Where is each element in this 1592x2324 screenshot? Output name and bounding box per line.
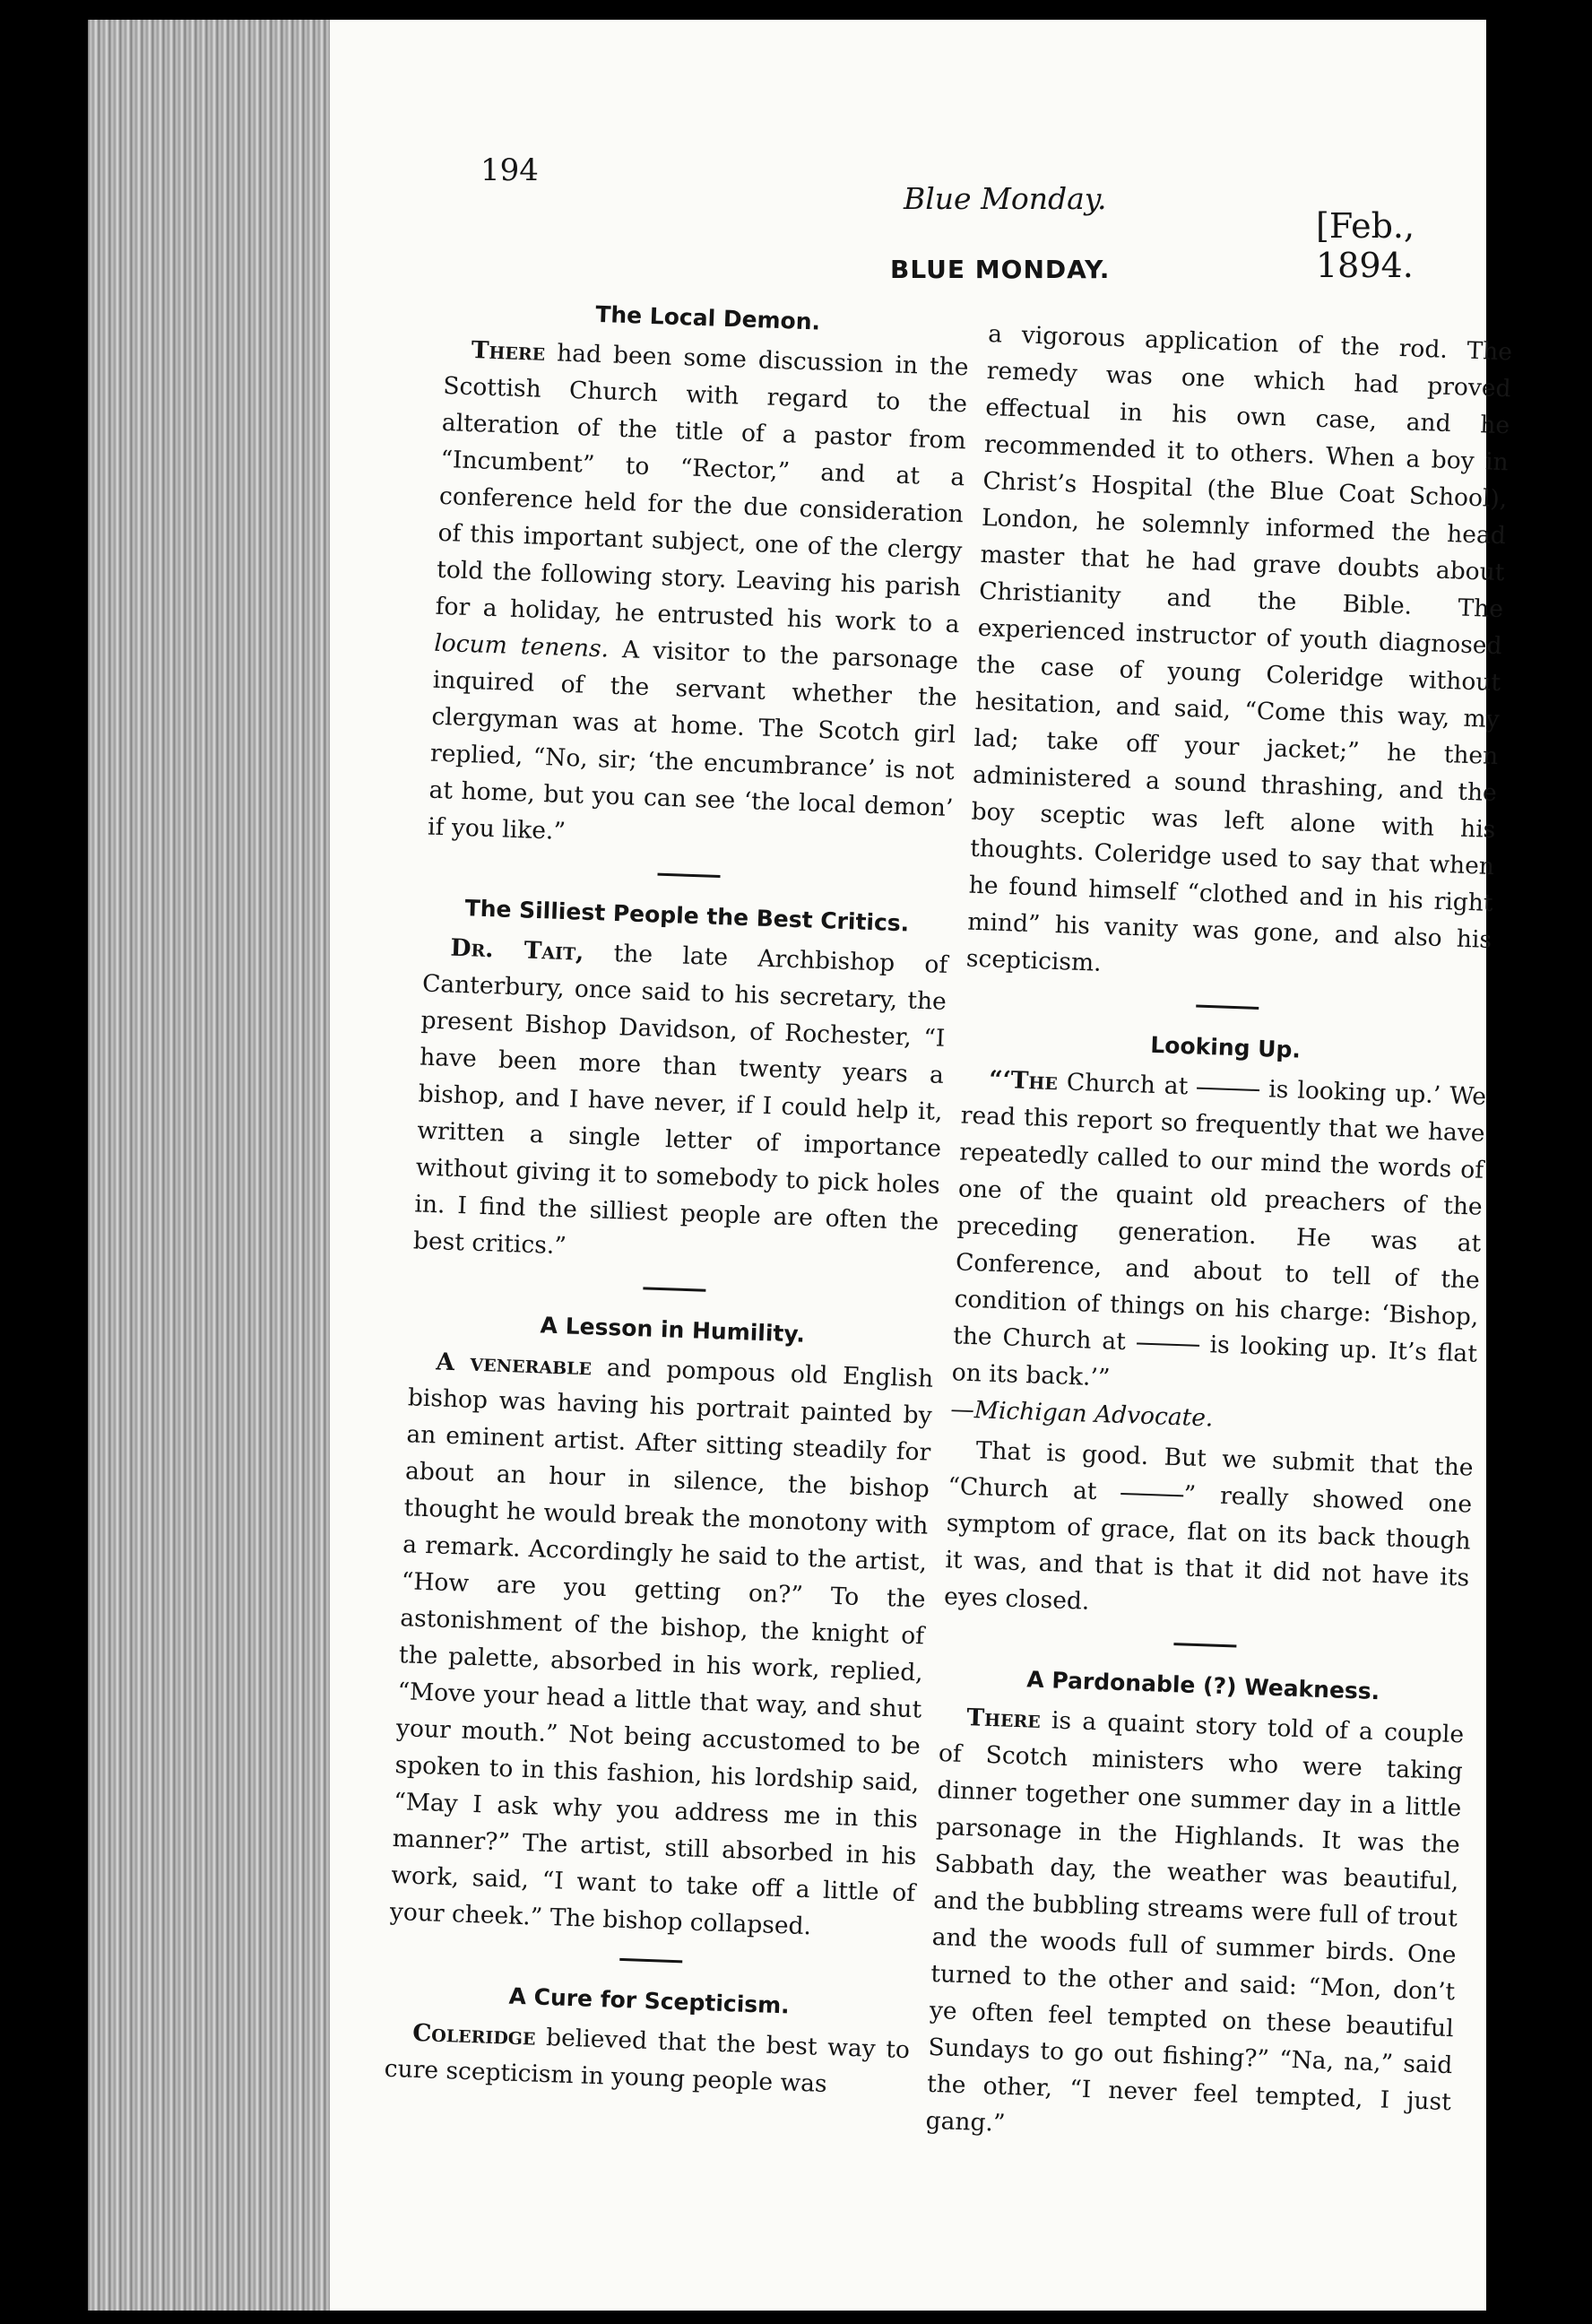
body-text: and pompous old English bishop was having his portrait painted by an eminent artist. After sitting steadily for about an hour in silence, the bishop thought he would break the monotony with a remark. Accordingly he said to the artist, “How are you getting on?” To the astonishment of the bishop, the knight of the palette, absorbed in his work, replied, “Move your head a little that way, and shut your mouth.” Not being accustomed to be spoken to in this fashion, his lordship said, “May I ask why you address me in this manner?” The artist, still absorbed in his work, said, “I want to take off a little of your cheek.” The bishop collapsed.: [389, 1353, 934, 1941]
lead-word: “‘The: [988, 1065, 1059, 1097]
article-body: [925, 1698, 1465, 2157]
article-body: [412, 929, 948, 1278]
italic-phrase: locum tenens.: [433, 629, 610, 663]
article-body: [943, 1431, 1474, 1633]
article-title: A Pardonable (?) Weakness.: [1025, 1666, 1380, 1705]
lead-word: A venerable: [435, 1348, 593, 1382]
page-edge-shadow: [88, 20, 330, 2311]
body-text: That is good. But we submit that the “Church at: [947, 1436, 1475, 1506]
divider: [1196, 1005, 1259, 1010]
article-title: The Local Demon.: [594, 300, 821, 335]
article-title: The Silliest People the Best Critics.: [464, 895, 910, 937]
article-pardonable-weakness: [925, 1661, 1466, 2157]
magazine-page: [330, 20, 1513, 2311]
divider: [643, 1287, 705, 1291]
article-local-demon: [428, 293, 971, 863]
article-body: [389, 1342, 934, 1948]
left-column: [384, 293, 971, 2105]
article-title: Looking Up.: [1149, 1031, 1302, 1063]
section-title: BLUE MONDAY.: [890, 255, 1111, 284]
article-looking-up: [943, 1023, 1488, 1634]
lead-word: Coleridge: [411, 2018, 537, 2051]
article-continuation: a vigorous application of the rod. The remedy was one which had proved effectual in his own case, and he recommended it to others. When a boy in Christ’s Hospital (the Blue Coat School), London, he solemnly informed the head master that he had grave doubts about Christianity and the Bible. The experienced instructor of youth diagnosed the case of young Coleridge without hesitation, and said, “Come this way, my lad; take off your jacket;” he then administered a sound thrashing, and the boy sceptic was left alone with his thoughts. Coleridge used to say that when he found himself “clothed and in his right mind” his vanity was gone, and also his scepticism.: [965, 319, 1513, 977]
body-text: is a quaint story told of a couple of Scotch ministers who were taking dinner together one summer day in a little parsonage in the Highlands. It was the Sabbath day, the weather was beautiful, and the bubbling streams were full of trout and the woods full of summer birds. One turned to the other and said: “Mon, don’t ye often feel tempted on these beautiful Sundays to go out fishing?” “Na, na,” said the other, “I never feel tempted, I just gang.”: [925, 1705, 1465, 2138]
right-column: [925, 316, 1513, 2157]
article-title: A Cure for Scepticism.: [508, 1982, 791, 2019]
attribution: —Michigan Advocate.: [949, 1395, 1214, 1433]
blank-dash: [1120, 1493, 1183, 1496]
body-text: A visitor to the parsonage inquired of the servant whether the clergyman was at home. The Scotch girl replied, “No, sir; ‘the encumbrance’ is not at home, but you can see ‘the local demon’ if you like.”: [427, 635, 959, 845]
article-title: A Lesson in Humility.: [540, 1312, 806, 1348]
article-body: [950, 1060, 1487, 1445]
lead-word: There: [471, 336, 546, 367]
running-title: Blue Monday.: [904, 181, 1107, 216]
blank-dash: [1137, 1342, 1199, 1346]
blank-dash: [1197, 1088, 1259, 1091]
body-text: had been some discussion in the Scottish Church with regard to the alteration of the title of a pastor from “Incumbent” to “Rector,” and at a conference held for the due consideration of this important subject, one of the clergy told the following story. Leaving his parish for a holiday, he entrusted his work to a: [435, 338, 970, 639]
divider: [1173, 1643, 1236, 1647]
article-silliest-people: [412, 891, 949, 1278]
article-lesson-humility: [389, 1305, 935, 1948]
divider: [619, 1958, 682, 1963]
lead-word: Dr. Tait,: [449, 933, 584, 967]
article-body: [384, 2014, 911, 2105]
issue-date: [Feb., 1894.: [1316, 206, 1415, 285]
body-text: is looking up. It’s flat on its back.’”: [951, 1330, 1478, 1392]
body-text: the late Archbishop of Canterbury, once said to his secretary, the present Bishop Davidson, of Rochester, “I have been more than twenty years a bishop, and I have never, if I could help it, written a single letter of importance without giving it to somebody to pick holes in. I find the silliest people are often the best critics.”: [412, 938, 948, 1261]
article-body: [428, 331, 970, 863]
body-text: Church at: [1057, 1068, 1198, 1101]
divider: [657, 873, 720, 878]
body-text: is looking up.’ We read this report so frequently that we have repeatedly called to our mind the words of one of the quaint old preachers of the preceding generation. He was at Conference, and about to tell of the condition of things on his charge: ‘Bishop, the Church at: [952, 1075, 1487, 1357]
lead-word: There: [965, 1704, 1042, 1734]
page-number: 194: [480, 152, 539, 188]
article-cure-scepticism: [384, 1976, 912, 2105]
body-text: ” really showed one symptom of grace, flat on its back though it was, and that is that it did not have its eyes closed.: [943, 1480, 1473, 1616]
body-text: believed that the best way to cure scepticism in young people was: [384, 2023, 911, 2099]
